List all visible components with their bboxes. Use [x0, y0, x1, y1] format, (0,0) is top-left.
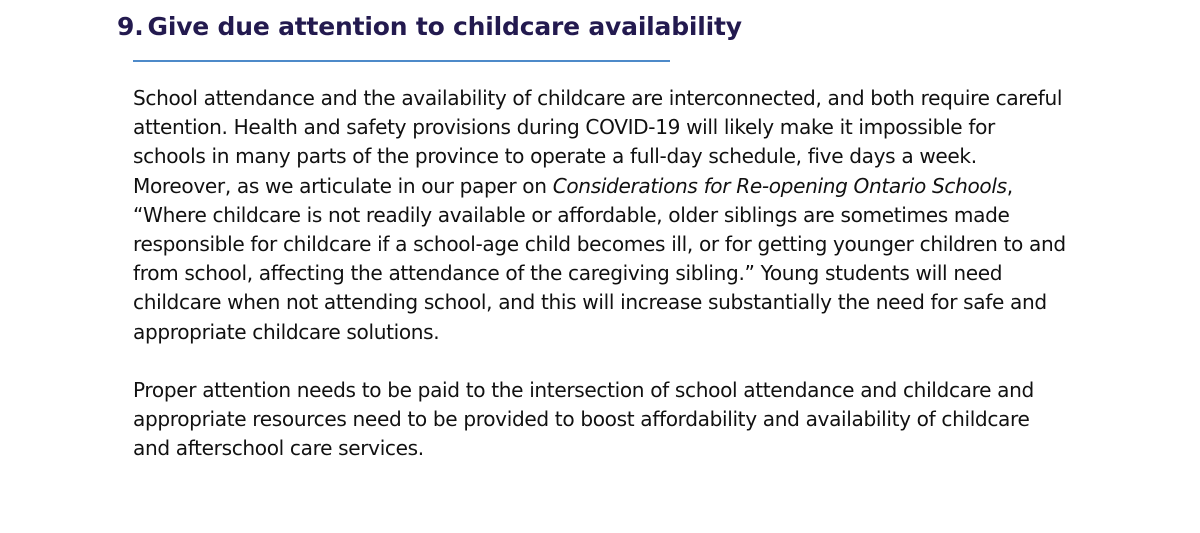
text-line: “Where childcare is not readily available or affordable, older siblings are sometimes made	[133, 202, 1010, 227]
section-heading	[117, 10, 742, 44]
text-line: and afterschool care services.	[133, 436, 424, 461]
paragraph-1	[133, 84, 1093, 347]
paper-title-italic: Considerations for Re-opening Ontario Schools	[552, 173, 1007, 198]
text-line: appropriate resources need to be provided to boost affordability and availability of childcare	[133, 407, 1030, 432]
text-line: childcare when not attending school, and this will increase substantially the need for safe and	[133, 290, 1047, 315]
text-line	[133, 172, 1093, 201]
text-line: attention. Health and safety provisions during COVID-19 will likely make it impossible for	[133, 115, 995, 140]
section-number: 9.	[117, 12, 144, 41]
section-body	[133, 84, 1093, 464]
text-line: responsible for childcare if a school-age child becomes ill, or for getting younger children to and	[133, 232, 1066, 257]
text-line: Proper attention needs to be paid to the intersection of school attendance and childcare and	[133, 378, 1034, 403]
text-line: appropriate childcare solutions.	[133, 319, 440, 344]
text-line: schools in many parts of the province to operate a full-day schedule, five days a week.	[133, 144, 977, 169]
paragraph-2	[133, 376, 1093, 464]
text-segment: Moreover, as we articulate in our paper on	[133, 173, 553, 198]
text-line: School attendance and the availability of childcare are interconnected, and both require careful	[133, 86, 1063, 110]
text-segment: ,	[1006, 173, 1013, 198]
text-line: from school, affecting the attendance of the caregiving sibling.” Young students will need	[133, 261, 1003, 286]
section-title: Give due attention to childcare availability	[147, 12, 742, 41]
heading-underline	[133, 60, 670, 62]
